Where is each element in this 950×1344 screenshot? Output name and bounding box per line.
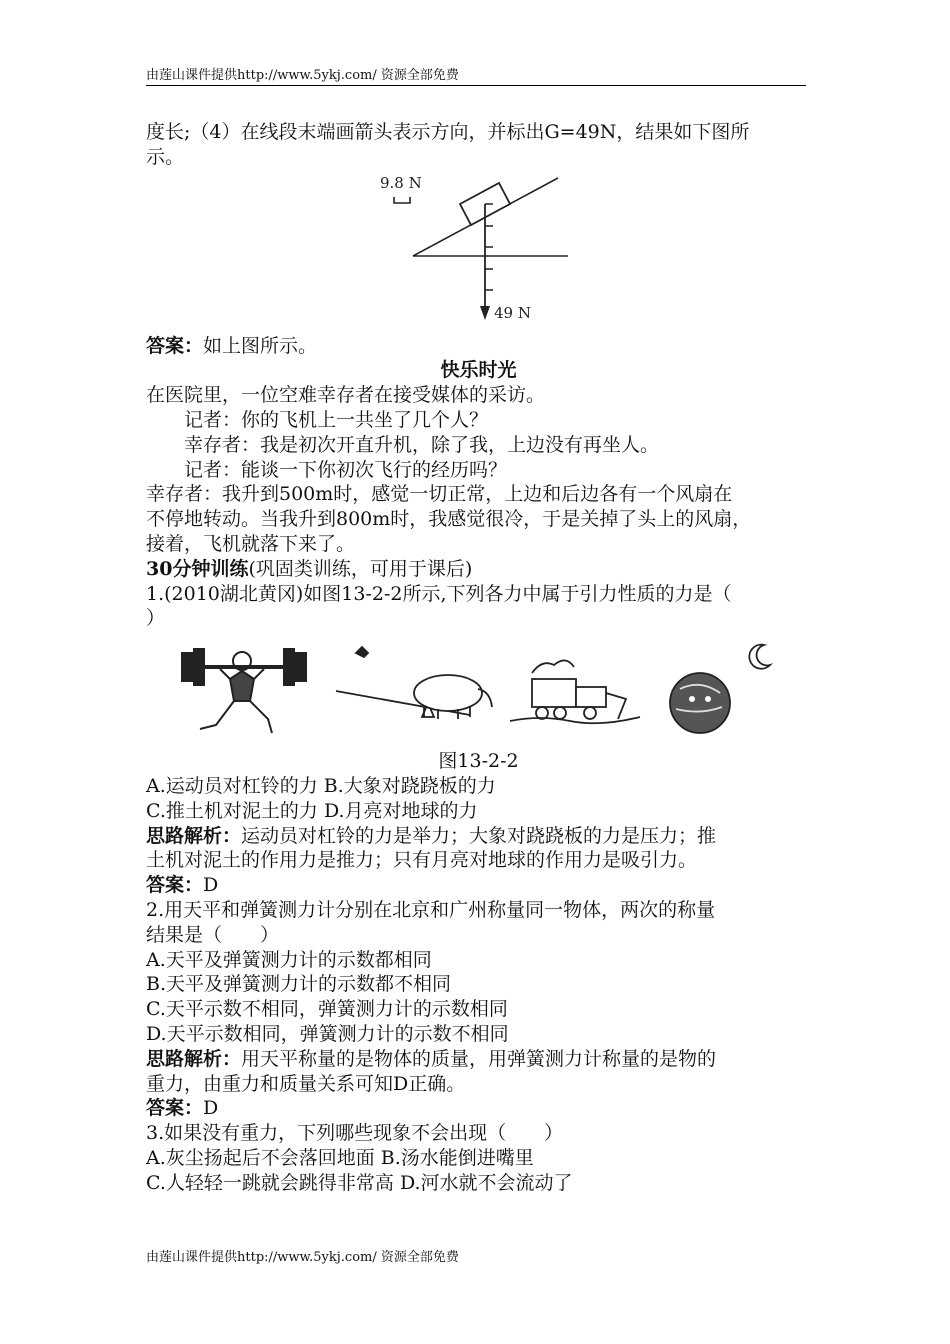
joke-title: 快乐时光 [440,359,517,382]
joke-line: 记者：能谈一下你初次飞行的经历吗？ [184,458,508,481]
force-label: 49 N [494,303,531,322]
elephant-seesaw-illustration [336,647,492,719]
question-stem: ） [146,607,166,630]
section-heading: 30分钟训练(巩固类训练，可用于课后) [146,557,473,580]
answer-line: 答案：D [146,874,219,897]
joke-line: 接着，飞机就落下来了。 [146,532,356,555]
figure-caption: 图13-2-2 [438,750,519,773]
page-header: 由莲山课件提供http://www.5ykj.com/ 资源全部免费 [146,68,459,83]
joke-line: 幸存者：我是初次开直升机，除了我，上边没有再坐人。 [184,433,660,456]
joke-line: 幸存者：我升到500m时，感觉一切正常，上边和后边各有一个风扇在 [146,483,733,506]
joke-line: 记者：你的飞机上一共坐了几个人？ [184,408,489,431]
answer-text: 如上图所示。 [203,334,318,357]
answer-line: 答案：D [146,1097,219,1120]
page-footer: 由莲山课件提供http://www.5ykj.com/ 资源全部免费 [146,1250,459,1265]
intro-line: 度长;（4）在线段末端画箭头表示方向，并标出G=49N，结果如下图所 [146,121,750,143]
option-line: C.推土机对泥土的力 D.月亮对地球的力 [146,799,478,822]
figure-13-2-2 [180,639,780,739]
weightlifter-illustration [182,649,306,733]
question-stem: 2.用天平和弹簧测力计分别在北京和广州称量同一物体，两次的称量 [146,898,716,921]
document-body [146,120,811,1196]
bulldozer-illustration [510,661,640,724]
joke-line: 不停地转动。当我升到800m时，我感觉很冷，于是关掉了头上的风扇， [146,508,752,531]
option-line: C.人轻轻一跳就会跳得非常高 D.河水就不会流动了 [146,1171,573,1194]
option-line: A.运动员对杠铃的力 B.大象对跷跷板的力 [146,774,496,797]
analysis-line: 土机对泥土的作用力是推力；只有月亮对地球的作用力是吸引力。 [146,849,698,872]
analysis-line: 重力，由重力和质量关系可知D正确。 [146,1072,466,1095]
scale-label: 9.8 N [380,173,422,192]
force-diagram [378,172,578,324]
scale-bar [394,197,410,203]
question-stem: 1.(2010湖北黄冈)如图13-2-2所示,下列各力中属于引力性质的力是（ [146,582,732,605]
answer-line [146,334,811,359]
option-line: C.天平示数不相同，弹簧测力计的示数相同 [146,998,508,1021]
answer-label: 答案： [146,334,204,357]
analysis-line: 思路解析：运动员对杠铃的力是举力；大象对跷跷板的力是压力；推 [146,824,717,847]
header-rule [146,85,806,86]
moon-earth-illustration [670,645,770,733]
option-line: B.天平及弹簧测力计的示数都不相同 [146,973,452,996]
option-line: D.天平示数相同，弹簧测力计的示数不相同 [146,1022,509,1045]
intro-line: 示。 [146,145,185,168]
joke-line: 在医院里，一位空难幸存者在接受媒体的采访。 [146,384,546,407]
analysis-line: 思路解析：用天平称量的是物体的质量，用弹簧测力计称量的是物的 [146,1047,717,1070]
question-stem: 结果是（ ） [146,923,280,946]
question-stem: 3.如果没有重力，下列哪些现象不会出现（ ） [146,1122,564,1145]
option-line: A.天平及弹簧测力计的示数都相同 [146,948,432,971]
option-line: A.灰尘扬起后不会落回地面 B.汤水能倒进嘴里 [146,1146,534,1169]
arrow-head [480,306,490,320]
